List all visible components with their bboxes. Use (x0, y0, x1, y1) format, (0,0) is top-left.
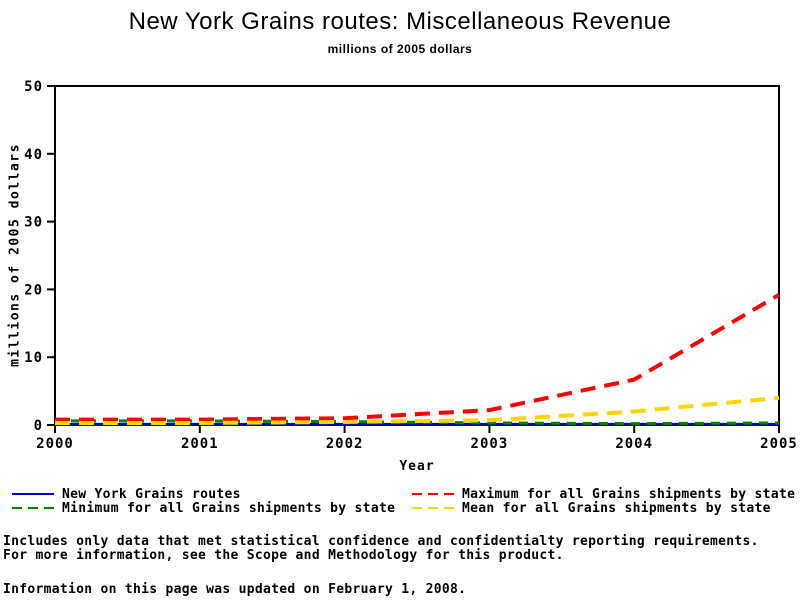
legend-label: Minimum for all Grains shipments by state (62, 501, 396, 516)
legend-item-ny-routes (12, 488, 241, 502)
legend-item-maximum (412, 488, 795, 502)
legend-item-minimum (12, 502, 395, 516)
svg-text:2002: 2002 (325, 436, 364, 452)
chart-title: New York Grains routes: Miscellaneous Revenue (128, 8, 672, 35)
footnote-line-2: For more information, see the Scope and Methodology for this product. (3, 548, 564, 563)
legend-line-blue-solid (12, 493, 54, 495)
svg-text:30: 30 (24, 214, 43, 231)
legend-label: Maximum for all Grains shipments by state (462, 487, 796, 502)
svg-text:40: 40 (24, 146, 43, 163)
svg-text:2001: 2001 (180, 436, 219, 452)
svg-text:0: 0 (33, 418, 43, 434)
svg-text:2000: 2000 (36, 436, 74, 452)
legend-label: Mean for all Grains shipments by state (462, 501, 771, 516)
svg-text:2005: 2005 (760, 436, 798, 452)
legend-line-yellow-dashed (412, 507, 454, 509)
y-axis-label: millions of 2005 dollars (7, 143, 23, 367)
chart-subtitle: millions of 2005 dollars (327, 42, 473, 56)
updated-date-note: Information on this page was updated on February 1, 2008. (3, 582, 467, 597)
svg-text:50: 50 (24, 79, 43, 95)
legend-line-green-dashed (12, 507, 54, 509)
legend-label: New York Grains routes (62, 487, 241, 502)
svg-text:10: 10 (24, 350, 43, 367)
x-axis-label: Year (399, 459, 435, 474)
svg-text:2003: 2003 (470, 436, 509, 452)
legend-line-red-dashed (412, 493, 454, 495)
legend-item-mean (412, 502, 771, 516)
svg-text:20: 20 (24, 282, 43, 299)
footnote-line-1: Includes only data that met statistical confidence and confidentialty reporting requirements. (3, 534, 759, 549)
svg-text:2004: 2004 (615, 436, 654, 452)
